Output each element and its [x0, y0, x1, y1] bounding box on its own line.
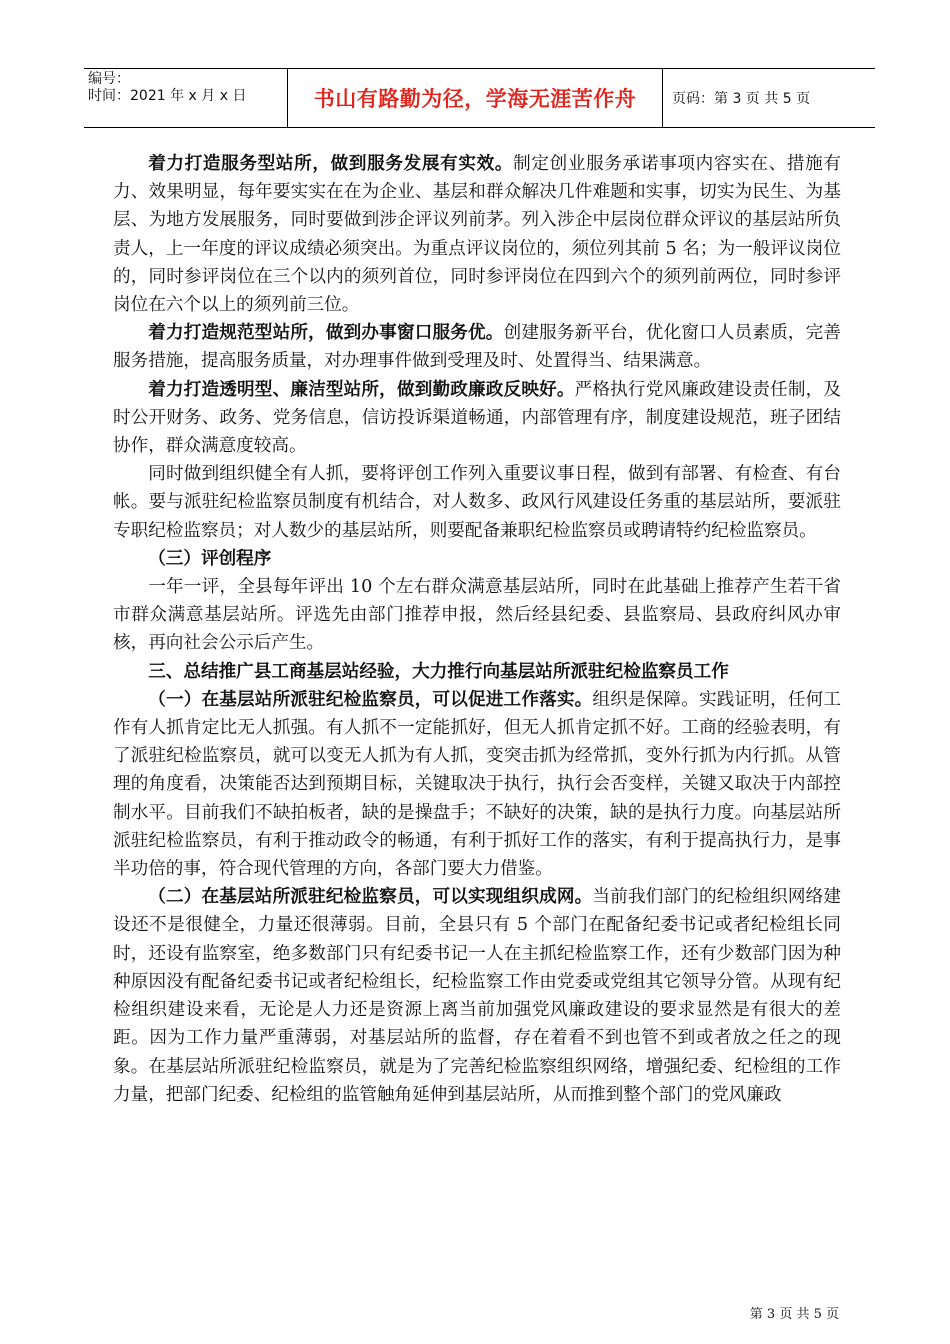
paragraph-lead: （一）在基层站所派驻纪检监察员，可以促进工作落实。 — [148, 688, 593, 710]
paragraph-text: 创建服务新平台，优化窗口人员素质，完善服务措施，提高服务质量，对办理事件做到受理及时、处置得当、结果满意。 — [113, 323, 841, 372]
paragraph-text: 制定创业服务承诺事项内容实在、措施有力、效果明显，每年要实实在在为企业、基层和群众解决几件难题和实事，切实为民生、为基层、为地方发展服务，同时要做到涉企评议列前茅。列入涉企中层岗位群众评议的基层站所负责人，上一年度的评议成绩必须突出。为重点评议岗位的，须位列其前 5 名；为一般评议岗位的，同时参评岗位在三个以内的须列首位，同时参评岗位在四到六个的须列前两位，同时参评岗位在六个以上的须列前三位。 — [113, 154, 841, 316]
paragraph — [113, 573, 841, 658]
header-motto-cell — [288, 69, 663, 127]
paragraph-lead: （二）在基层站所派驻纪检监察员，可以实现组织成网。 — [148, 886, 593, 908]
section-heading: （三）评创程序 — [148, 547, 272, 569]
header-page-number: 页码：第 3 页 共 5 页 — [672, 91, 811, 107]
chapter-heading: 三、总结推广县工商基层站经验，大力推行向基层站所派驻纪检监察员工作 — [148, 660, 729, 682]
paragraph-lead: 着力打造服务型站所，做到服务发展有实效。 — [148, 153, 514, 174]
paragraph-lead: 着力打造规范型站所，做到办事窗口服务优。 — [148, 322, 504, 344]
paragraph — [113, 150, 841, 319]
paragraph-text: 当前我们部门的纪检组织网络建设还不是很健全，力量还很薄弱。目前，全县只有 5 个部门在配备纪委书记或者纪检组长同时，还设有监察室，绝多数部门只有纪委书记一人在主抓纪检监察工作，还有少数部门因为种种原因没有配备纪委书记或者纪检组长，纪检监察工作由党委或党组其它领导分管。从现有纪检组织建设来看，无论是人力还是资源上离当前加强党风廉政建设的要求显然是有很大的差距。因为工作力量严重薄弱，对基层站所的监督，存在着看不到也管不到或者放之任之的现象。在基层站所派驻纪检监察员，就是为了完善纪检监察组织网络，增强纪委、纪检组的工作力量，把部门纪委、纪检组的监管触角延伸到基层站所，从而推到整个部门的党风廉政 — [113, 887, 841, 1105]
paragraph-text: 组织是保障。实践证明，任何工作有人抓肯定比无人抓强。有人抓不一定能抓好，但无人抓肯定抓不好。工商的经验表明，有了派驻纪检监察员，就可以变无人抓为有人抓，变突击抓为经常抓，变外行抓为内行抓。从管理的角度看，决策能否达到预期目标，关键取决于执行，执行会否变样，关键又取决于内部控制水平。目前我们不缺拍板者，缺的是操盘手；不缺好的决策，缺的是执行力度。向基层站所派驻纪检监察员，有利于推动政令的畅通，有利于抓好工作的落实，有利于提高执行力，是事半功倍的事，符合现代管理的方向，各部门要大力借鉴。 — [113, 689, 841, 880]
paragraph-text: 严格执行党风廉政建设责任制，及时公开财务、政务、党务信息，信访投诉渠道畅通，内部管理有序，制度建设规范，班子团结协作，群众满意度较高。 — [113, 379, 841, 457]
header-page-cell — [663, 69, 875, 127]
paragraph — [113, 376, 841, 461]
paragraph-lead: 着力打造透明型、廉洁型站所，做到勤政廉政反映好。 — [148, 378, 575, 400]
paragraph — [113, 883, 841, 1109]
paragraph — [113, 460, 841, 545]
header-motto: 书山有路勤为径，学海无涯苦作舟 — [313, 87, 637, 111]
page-header — [84, 68, 875, 128]
header-meta — [84, 69, 288, 127]
paragraph — [113, 686, 841, 883]
document-body — [113, 150, 841, 1109]
paragraph-text: 同时做到组织健全有人抓，要将评创工作列入重要议事日程，做到有部署、有检查、有台帐。要与派驻纪检监察员制度有机结合，对人数多、政风行风建设任务重的基层站所，要派驻专职纪检监察员；对人数少的基层站所，则要配备兼职纪检监察员或聘请特约纪检监察员。 — [113, 464, 841, 541]
page-footer: 第 3 页 共 5 页 — [749, 1307, 839, 1322]
paragraph — [113, 319, 841, 375]
document-time: 时间：2021 年 x 月 x 日 — [88, 88, 247, 104]
paragraph-text: 一年一评，全县每年评出 10 个左右群众满意基层站所，同时在此基础上推荐产生若干省市群众满意基层站所。评选先由部门推荐申报，然后经县纪委、县监察局、县政府纠风办审核，再向社会公示后产生。 — [113, 577, 841, 654]
document-number: 编号： — [88, 71, 130, 87]
